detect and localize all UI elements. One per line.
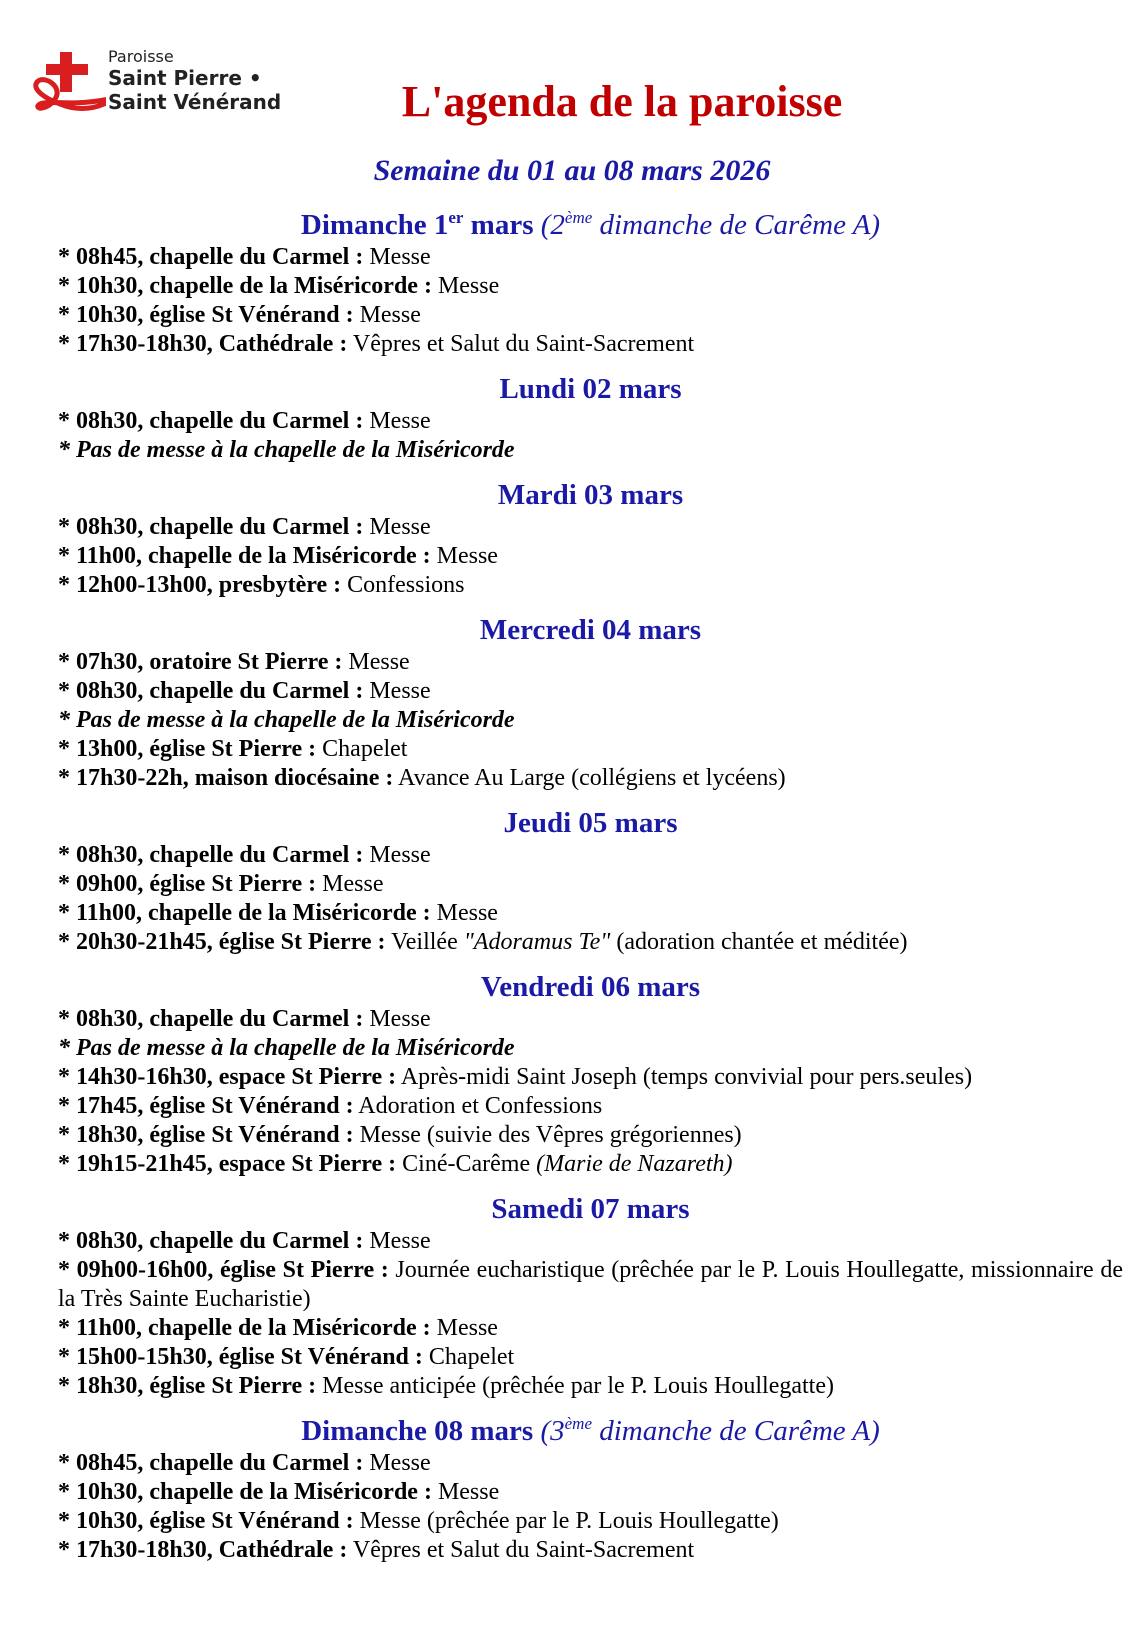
day-section-jeudi bbox=[58, 805, 1123, 957]
agenda-entry: * 15h00-15h30, église St Vénérand : Chapelet bbox=[58, 1344, 515, 1370]
day-heading: Mercredi 04 mars bbox=[479, 614, 702, 646]
agenda-entry: * 08h30, chapelle du Carmel : Messe bbox=[58, 678, 431, 704]
agenda-entry: * 10h30, église St Vénérand : Messe bbox=[58, 302, 421, 328]
day-section-mercredi bbox=[58, 612, 1123, 793]
agenda-entry: * 17h45, église St Vénérand : Adoration et Confessions bbox=[58, 1093, 603, 1119]
logo-line-3: Saint Vénérand bbox=[108, 90, 282, 114]
agenda-entry: * 10h30, chapelle de la Miséricorde : Messe bbox=[58, 273, 500, 299]
agenda-entry: * 20h30-21h45, église St Pierre : Veillée "Adoramus Te" (adoration chantée et méditée) bbox=[58, 929, 908, 955]
agenda-entry: * 08h30, chapelle du Carmel : Messe bbox=[58, 514, 431, 540]
agenda-entry: * 14h30-16h30, espace St Pierre : Après-midi Saint Joseph (temps convivial pour pers.seules) bbox=[58, 1064, 973, 1090]
agenda-entry: * 10h30, église St Vénérand : Messe (prêchée par le P. Louis Houllegatte) bbox=[58, 1508, 779, 1534]
day-section-vendredi bbox=[58, 969, 1123, 1179]
agenda-entry: * 11h00, chapelle de la Miséricorde : Messe bbox=[58, 1315, 498, 1341]
agenda-entry: * 07h30, oratoire St Pierre : Messe bbox=[58, 649, 410, 675]
agenda-entry: * 09h00-16h00, église St Pierre : Journée eucharistique (prêchée par le P. Louis Houllegatte, missionnaire de la Très Sainte Eucharistie) bbox=[58, 1257, 1123, 1312]
agenda-entry: * 11h00, chapelle de la Miséricorde : Messe bbox=[58, 543, 498, 569]
agenda-entry: * 08h30, chapelle du Carmel : Messe bbox=[58, 842, 431, 868]
agenda-entry: * 08h45, chapelle du Carmel : Messe bbox=[58, 1450, 431, 1476]
agenda-entry: * 17h30-18h30, Cathédrale : Vêpres et Salut du Saint-Sacrement bbox=[58, 331, 695, 357]
logo-line-2: Saint Pierre • bbox=[108, 66, 262, 90]
agenda-entry: * 11h00, chapelle de la Miséricorde : Messe bbox=[58, 900, 498, 926]
agenda-entry: * 08h45, chapelle du Carmel : Messe bbox=[58, 244, 431, 270]
agenda-entry: * 19h15-21h45, espace St Pierre : Ciné-Carême (Marie de Nazareth) bbox=[58, 1151, 733, 1177]
day-section-mardi bbox=[58, 477, 1123, 600]
day-heading: Mardi 03 mars bbox=[497, 479, 684, 511]
day-heading: Vendredi 06 mars bbox=[480, 971, 701, 1003]
day-section-samedi bbox=[58, 1191, 1123, 1401]
agenda-entry: * 08h30, chapelle du Carmel : Messe bbox=[58, 1228, 431, 1254]
day-heading: Dimanche 08 mars (3ème dimanche de Carême A) bbox=[301, 1414, 880, 1447]
agenda bbox=[58, 207, 1123, 1565]
day-section-lundi bbox=[58, 371, 1123, 465]
agenda-entry: * 17h30-18h30, Cathédrale : Vêpres et Salut du Saint-Sacrement bbox=[58, 1537, 695, 1563]
agenda-note: * Pas de messe à la chapelle de la Miséricorde bbox=[58, 707, 515, 733]
agenda-note: * Pas de messe à la chapelle de la Miséricorde bbox=[58, 1035, 515, 1061]
agenda-note: * Pas de messe à la chapelle de la Miséricorde bbox=[58, 437, 515, 463]
week-subtitle: Semaine du 01 au 08 mars 2026 bbox=[373, 154, 771, 187]
day-heading: Lundi 02 mars bbox=[499, 373, 682, 405]
agenda-entry: * 08h30, chapelle du Carmel : Messe bbox=[58, 1006, 431, 1032]
logo-line-1: Paroisse bbox=[108, 47, 174, 66]
agenda-entry: * 17h30-22h, maison diocésaine : Avance Au Large (collégiens et lycéens) bbox=[58, 765, 786, 791]
day-section-dimanche-1 bbox=[58, 207, 1123, 359]
day-heading: Jeudi 05 mars bbox=[503, 807, 678, 839]
day-heading: Dimanche 1er mars (2ème dimanche de Carême A) bbox=[300, 208, 881, 241]
agenda-entry: * 08h30, chapelle du Carmel : Messe bbox=[58, 408, 431, 434]
agenda-entry: * 18h30, église St Vénérand : Messe (suivie des Vêpres grégoriennes) bbox=[58, 1122, 742, 1148]
page-title: L'agenda de la paroisse bbox=[401, 77, 843, 126]
agenda-entry: * 13h00, église St Pierre : Chapelet bbox=[58, 736, 408, 762]
agenda-entry: * 12h00-13h00, presbytère : Confessions bbox=[58, 572, 465, 598]
agenda-entry: * 18h30, église St Pierre : Messe anticipée (prêchée par le P. Louis Houllegatte) bbox=[58, 1373, 834, 1399]
agenda-entry: * 10h30, chapelle de la Miséricorde : Messe bbox=[58, 1479, 500, 1505]
agenda-entry: * 09h00, église St Pierre : Messe bbox=[58, 871, 384, 897]
day-section-dimanche-8 bbox=[58, 1413, 1123, 1565]
day-heading: Samedi 07 mars bbox=[491, 1193, 690, 1225]
